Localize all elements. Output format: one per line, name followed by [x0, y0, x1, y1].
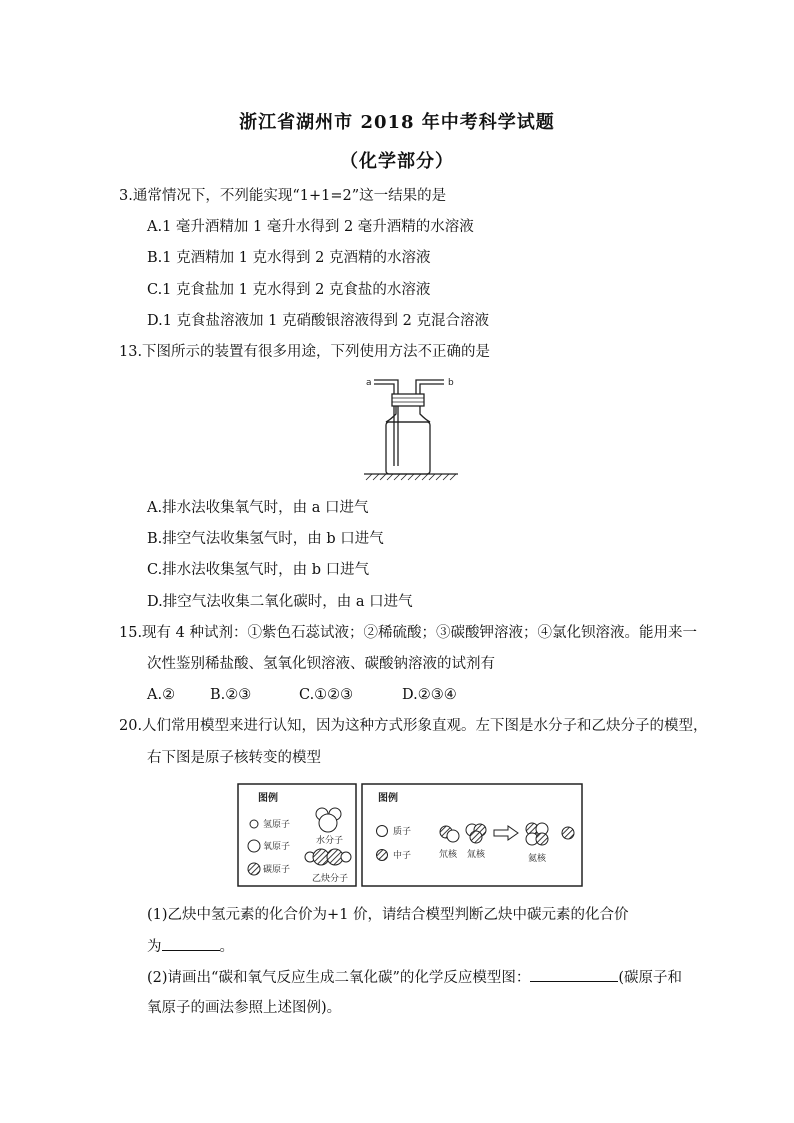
- legend-proton: 质子: [393, 827, 412, 837]
- tritium-label: 氚核: [467, 850, 486, 860]
- part1-prefix: 为: [147, 939, 162, 955]
- question-13-option-c: C.排水法收集氢气时，由 b 口进气: [147, 562, 370, 578]
- page-subtitle: （化学部分）: [340, 151, 454, 172]
- neutron-icon: [377, 850, 388, 861]
- question-15-option-d: D.②③④: [402, 687, 457, 703]
- deuterium-label: 氘核: [439, 850, 458, 860]
- bottle-stopper: [392, 394, 424, 406]
- part2-suffix: (碳原子和: [618, 970, 683, 986]
- question-20-part2-line2: 氧原子的画法参照上述图例)。: [147, 1000, 342, 1016]
- question-3-option-c: C.1 克食盐加 1 克水得到 2 克食盐的水溶液: [147, 282, 431, 298]
- gas-bottle-figure: [360, 370, 470, 485]
- legend-neutron: 中子: [393, 851, 412, 861]
- part2-prefix: (2)请画出“碳和氧气反应生成二氧化碳”的化学反应模型图：: [147, 970, 531, 986]
- question-15-option-c: C.①②③: [299, 687, 354, 703]
- right-legend-title: 图例: [378, 793, 398, 804]
- answer-blank-1[interactable]: [162, 936, 220, 951]
- question-15-stem-line2: 次性鉴别稀盐酸、氢氧化钡溶液、碳酸钠溶液的试剂有: [147, 656, 495, 672]
- question-13-option-b: B.排空气法收集氢气时，由 b 口进气: [147, 531, 384, 547]
- left-legend-title: 图例: [258, 793, 278, 804]
- question-3-option-d: D.1 克食盐溶液加 1 克硝酸银溶液得到 2 克混合溶液: [147, 313, 489, 329]
- question-13-option-a: A.排水法收集氧气时，由 a 口进气: [147, 500, 369, 516]
- question-20-part1-line2: [147, 936, 234, 957]
- question-20-part1-line1: (1)乙炔中氢元素的化合价为+1 价，请结合模型判断乙炔中碳元素的化合价: [147, 907, 629, 923]
- helium-label: 氦核: [528, 854, 547, 864]
- question-20-stem-line2: 右下图是原子核转变的模型: [147, 750, 321, 766]
- hydrogen-atom-icon: [250, 820, 258, 828]
- water-molecule-label: 水分子: [316, 836, 344, 846]
- port-a-label: a: [366, 378, 372, 388]
- legend-oxygen: 氧原子: [263, 842, 291, 852]
- part1-suffix: 。: [219, 939, 234, 955]
- question-15-option-b: B.②③: [210, 687, 252, 703]
- question-13-option-d: D.排空气法收集二氧化碳时，由 a 口进气: [147, 594, 413, 610]
- gas-bottle: [386, 406, 430, 422]
- acetylene-molecule-label: 乙炔分子: [312, 874, 349, 884]
- oxygen-atom-icon: [248, 840, 260, 852]
- carbon-atom-icon: [248, 863, 260, 875]
- proton-icon: [377, 826, 388, 837]
- free-neutron-icon: [562, 827, 574, 839]
- question-20-part2-line1: [147, 967, 682, 988]
- legend-hydrogen: 氢原子: [263, 820, 291, 830]
- answer-blank-2[interactable]: [530, 967, 618, 982]
- question-13-stem: 13.下图所示的装置有很多用途，下列使用方法不正确的是: [119, 344, 491, 360]
- page-title: 浙江省湖州市 2018 年中考科学试题: [239, 112, 555, 133]
- port-b-label: b: [448, 378, 454, 388]
- legend-carbon: 碳原子: [263, 865, 291, 875]
- question-3-option-a: A.1 毫升酒精加 1 毫升水得到 2 毫升酒精的水溶液: [147, 219, 474, 235]
- question-15-option-a: A.②: [147, 687, 176, 703]
- question-20-stem-line1: 20.人们常用模型来进行认知，因为这种方式形象直观。左下图是水分子和乙炔分子的模型，: [119, 718, 708, 734]
- question-15-stem-line1: 15.现有 4 种试剂：①紫色石蕊试液；②稀硫酸；③碳酸钾溶液；④氯化钡溶液。能用来一: [119, 625, 697, 641]
- question-3-option-b: B.1 克酒精加 1 克水得到 2 克酒精的水溶液: [147, 250, 431, 266]
- model-figure: [236, 781, 586, 889]
- question-3-stem: 3.通常情况下，不列能实现“1+1=2”这一结果的是: [119, 188, 447, 204]
